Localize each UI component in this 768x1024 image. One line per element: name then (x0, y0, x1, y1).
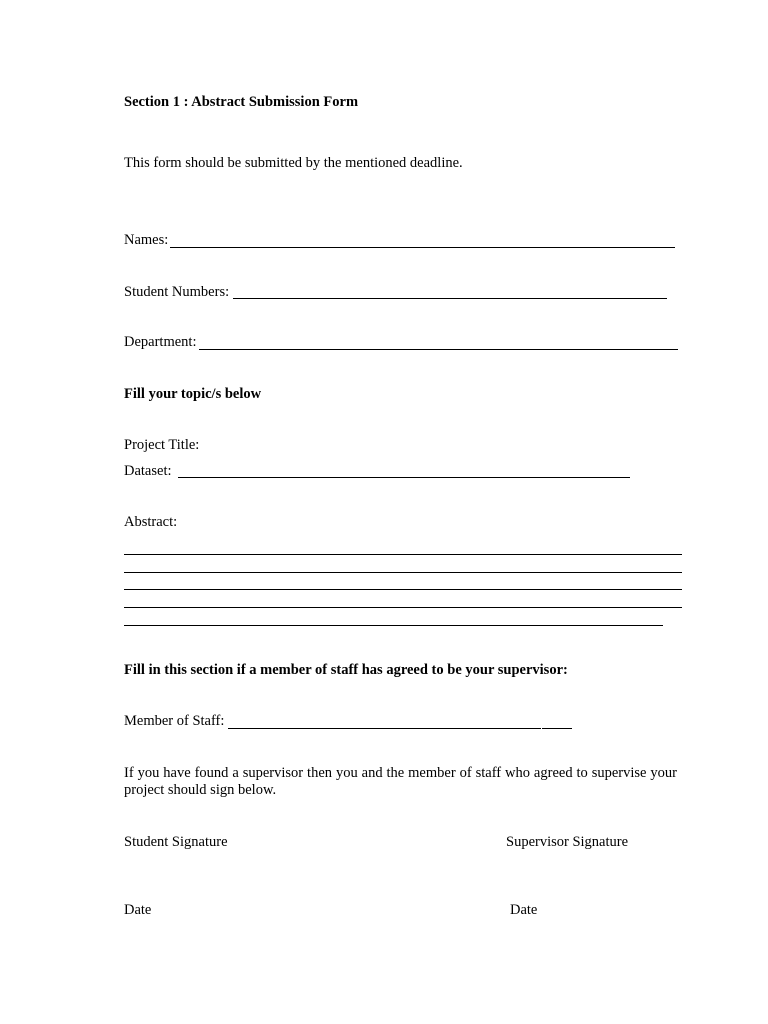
member-of-staff-field-line[interactable] (228, 728, 541, 729)
project-title-label: Project Title: (124, 437, 200, 453)
signature-note: If you have found a supervisor then you and the member of staff who agreed to supervise your project should sign below. (124, 765, 677, 798)
abstract-line-5[interactable] (124, 625, 663, 626)
topics-heading: Fill your topic/s below (124, 386, 262, 402)
form-heading: Section 1 : Abstract Submission Form (124, 94, 359, 110)
abstract-label: Abstract: (124, 514, 178, 530)
department-label: Department: (124, 334, 197, 350)
abstract-line-1[interactable] (124, 554, 682, 555)
member-of-staff-label: Member of Staff: (124, 713, 225, 729)
member-of-staff-field-line-end (542, 728, 572, 729)
student-signature-label: Student Signature (124, 834, 228, 850)
names-field-line[interactable] (170, 247, 675, 248)
department-field-line[interactable] (199, 349, 678, 350)
student-numbers-field-line[interactable] (233, 298, 667, 299)
abstract-line-4[interactable] (124, 607, 682, 608)
supervisor-heading: Fill in this section if a member of staff has agreed to be your supervisor: (124, 662, 568, 678)
abstract-line-3[interactable] (124, 589, 682, 590)
dataset-field-line[interactable] (178, 477, 630, 478)
supervisor-date-label: Date (510, 902, 538, 918)
student-date-label: Date (124, 902, 152, 918)
student-numbers-label: Student Numbers: (124, 284, 230, 300)
supervisor-signature-label: Supervisor Signature (506, 834, 629, 850)
dataset-label: Dataset: (124, 463, 172, 479)
intro-text: This form should be submitted by the mentioned deadline. (124, 155, 463, 171)
abstract-line-2[interactable] (124, 572, 682, 573)
names-label: Names: (124, 232, 169, 248)
